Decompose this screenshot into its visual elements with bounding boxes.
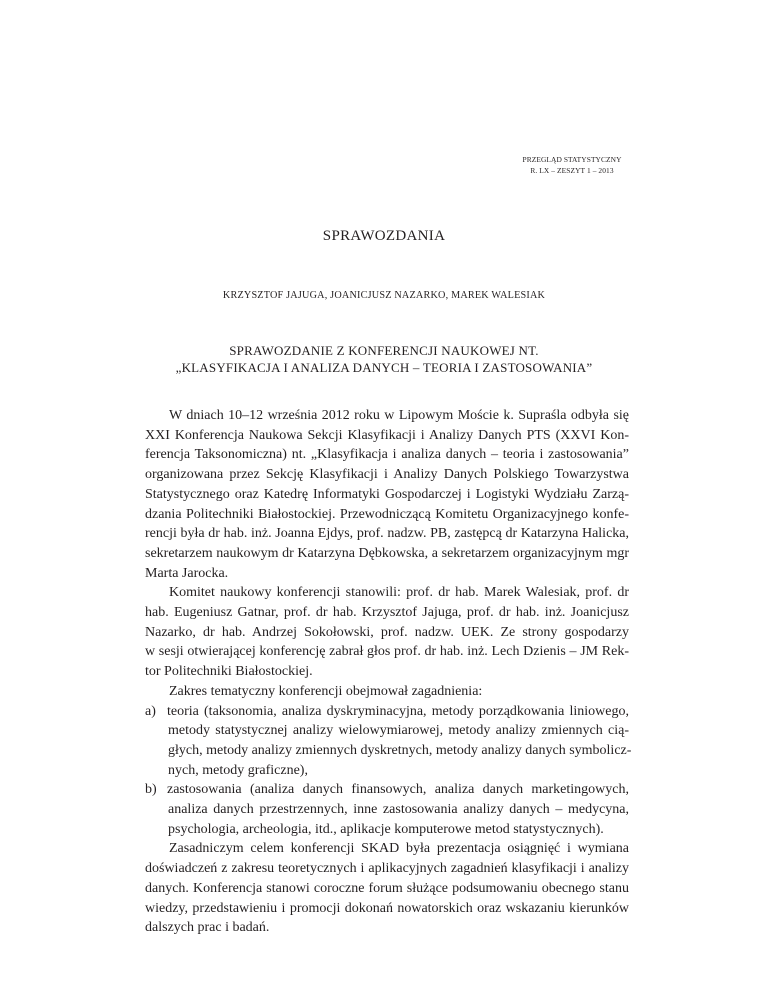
running-head [512, 154, 632, 176]
issue-info: R. LX – ZESZYT 1 – 2013 [530, 166, 614, 175]
paragraph-4-line: doświadczeń z zakresu teoretycznych i aplikacyjnych zagadnień klasyfikacji i analizy [145, 861, 629, 877]
paragraph-1-line: sekretarzem naukowym dr Katarzyna Dębkowska, a sekretarzem organizacyjnym mgr [145, 545, 629, 561]
article-title [0, 342, 768, 376]
list-item-a [145, 702, 629, 722]
paragraph-1-line: organizowana przez Sekcję Klasyfikacji i Analizy Danych Polskiego Towarzystwa [145, 467, 629, 483]
paragraph-2-line: hab. Eugeniusz Gatnar, prof. dr hab. Krzysztof Jajuga, prof. dr hab. inż. Joanicjusz [145, 605, 629, 621]
body-text [145, 406, 632, 938]
paragraph-4-line: wiedzy, przedstawieniu i promocji dokonań nowatorskich oraz wskazaniu kierunków [145, 900, 629, 916]
paragraph-2-line: Komitet naukowy konferencji stanowili: prof. dr hab. Marek Walesiak, prof. dr [169, 585, 629, 601]
section-title: SPRAWOZDANIA [322, 228, 446, 244]
article-title-line-2: „KLASYFIKACJA I ANALIZA DANYCH – TEORIA I ZASTOSOWANIA” [175, 360, 593, 375]
paragraph-2-line: tor Politechniki Białostockiej. [145, 664, 313, 680]
paragraph-4-line: Zasadniczym celem konferencji SKAD była prezentacja osiągnięć i wymiana [169, 841, 629, 857]
list-b-line: zastosowania (analiza danych finansowych, analiza danych marketingowych, [167, 782, 629, 798]
paragraph-2-line: Nazarko, dr hab. Andrzej Sokołowski, prof. nadzw. UEK. Ze strony gospodarzy [145, 624, 629, 640]
list-item-b [145, 780, 629, 800]
list-a-line: głych, metody analizy zmiennych dyskretnych, metody analizy danych symbolicz- [168, 742, 632, 758]
paragraph-4-line: dalszych prac i badań. [145, 920, 270, 936]
paragraph-3-intro: Zakres tematyczny konferencji obejmował zagadnienia: [169, 683, 483, 699]
list-b-line: psychologia, archeologia, itd., aplikacje komputerowe metod statystycznych). [168, 821, 604, 837]
list-b-line: analiza danych przestrzennych, inne zastosowania analizy danych – medycyna, [168, 802, 629, 818]
authors: KRZYSZTOF JAJUGA, JOANICJUSZ NAZARKO, MAREK WALESIAK [222, 290, 546, 301]
paragraph-1-line: Marta Jarocka. [145, 565, 229, 581]
paragraph-2-line: w sesji otwierającej konferencję zabrał głos prof. dr hab. inż. Lech Dzienis – JM Rek- [145, 644, 629, 660]
list-a-line: nych, metody graficzne), [168, 762, 308, 778]
paragraph-1-line: dzania Politechniki Białostockiej. Przewodniczącą Komitetu Organizacyjnego konfe- [145, 506, 629, 522]
paragraph-1-line: rencji była dr hab. inż. Joanna Ejdys, prof. nadzw. PB, zastępcą dr Katarzyna Halicka, [145, 526, 629, 542]
list-a-line: teoria (taksonomia, analiza dyskryminacyjna, metody porządkowania liniowego, [167, 703, 629, 719]
journal-name: PRZEGLĄD STATYSTYCZNY [522, 155, 622, 164]
list-label-a: a) [145, 703, 156, 719]
list-label-b: b) [145, 782, 157, 798]
paragraph-1-line: ferencja Taksonomiczna) nt. „Klasyfikacja i analiza danych – teoria i zastosowania” [145, 447, 629, 463]
paragraph-1-line: XXI Konferencja Naukowa Sekcji Klasyfikacji i Analizy Danych PTS (XXVI Kon- [145, 427, 629, 443]
paragraph-4-line: danych. Konferencja stanowi coroczne forum służące podsumowaniu obecnego stanu [145, 880, 629, 896]
paragraph-1-line: Statystycznego oraz Katedrę Informatyki Gospodarczej i Logistyki Wydziału Zarzą- [145, 486, 629, 502]
paragraph-1-line: W dniach 10–12 września 2012 roku w Lipowym Moście k. Supraśla odbyła się [169, 408, 629, 423]
list-a-line: metody statystycznej analizy wielowymiarowej, metody analizy zmiennych cią- [168, 723, 629, 739]
article-title-line-1: SPRAWOZDANIE Z KONFERENCJI NAUKOWEJ NT. [229, 343, 539, 358]
